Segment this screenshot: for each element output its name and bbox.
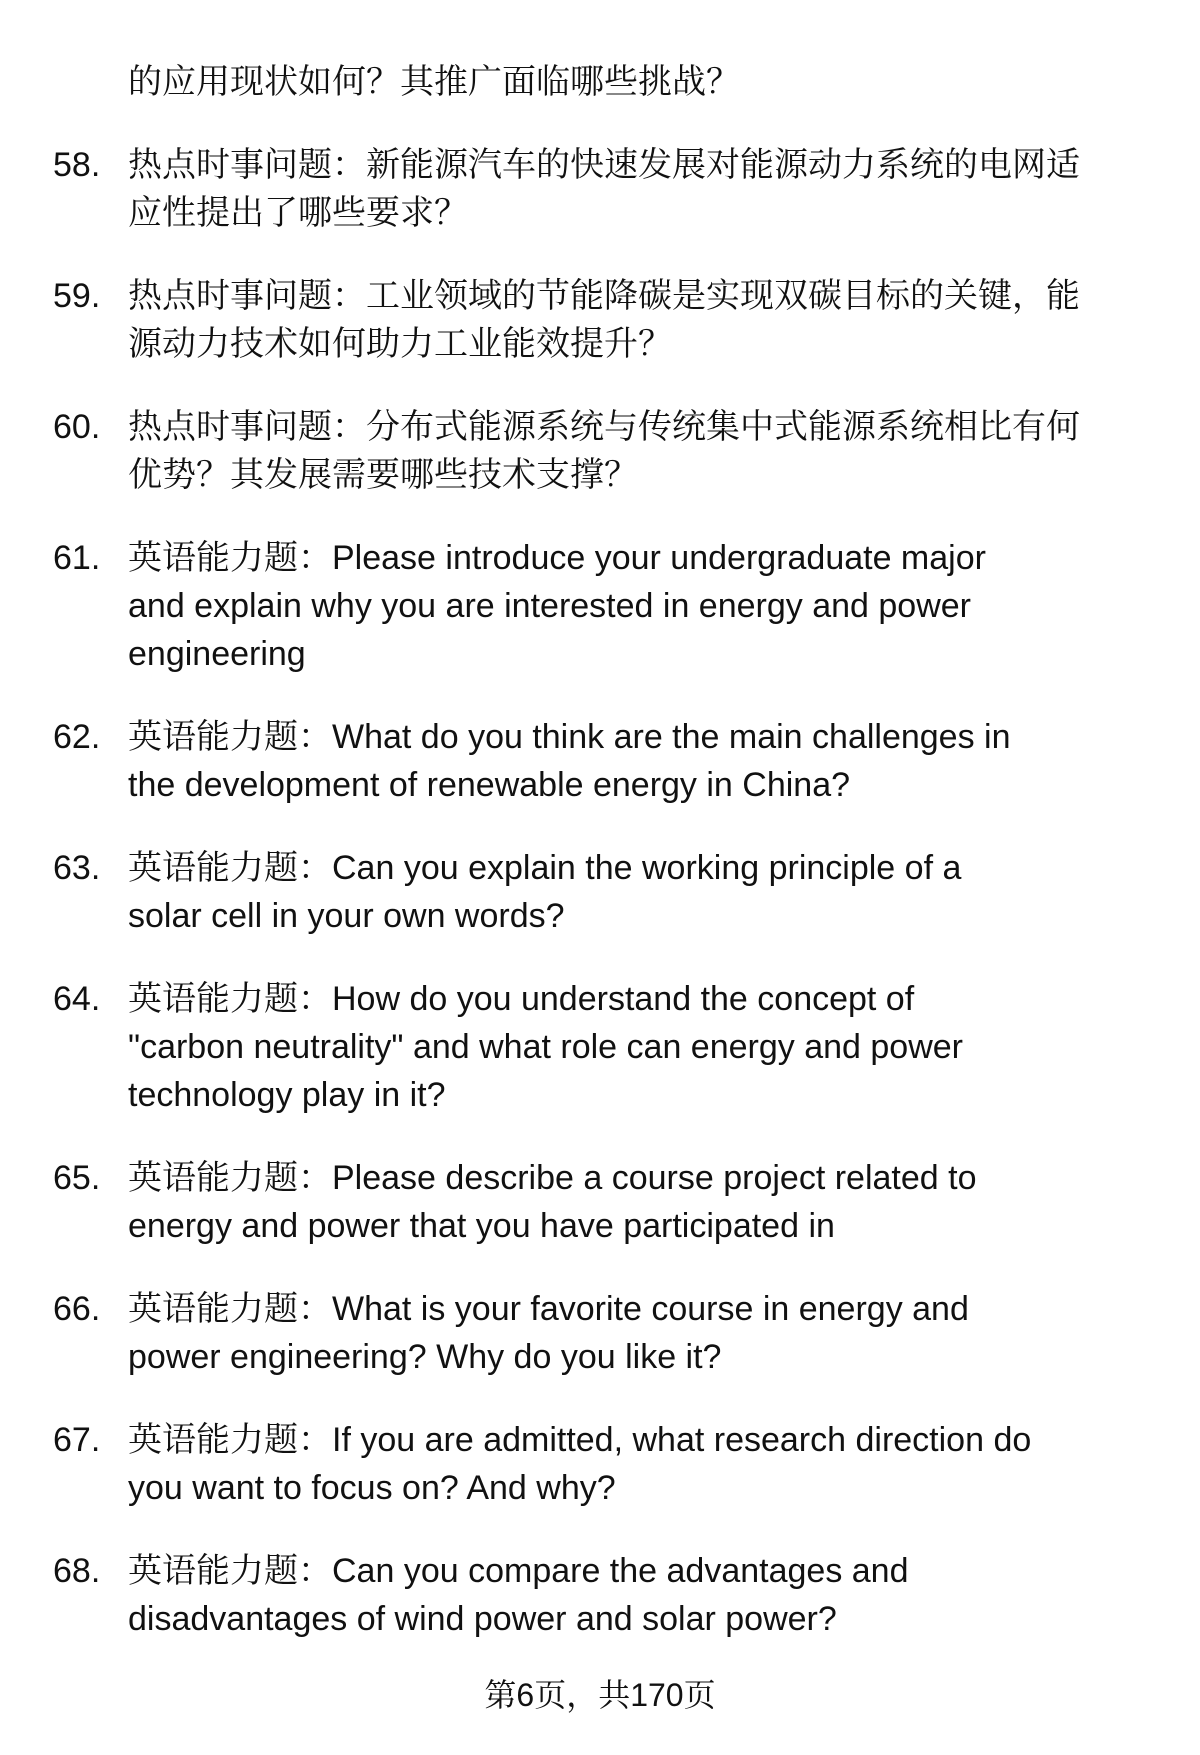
page-number: 第6页，共170页 — [484, 1677, 716, 1713]
question-text-line: 英语能力题：Can you explain the working principle of a — [128, 849, 962, 887]
question-text-line: the development of renewable energy in China? — [128, 766, 851, 804]
question-number: 58. — [53, 146, 101, 184]
question-number: 61. — [53, 539, 101, 577]
question-text-line: technology play in it? — [128, 1076, 446, 1114]
question-item — [0, 272, 1200, 368]
question-text-line: 英语能力题：Please introduce your undergraduate major — [128, 539, 986, 577]
question-text-line: 热点时事问题：分布式能源系统与传统集中式能源系统相比有何 — [128, 408, 1080, 446]
question-item — [0, 1547, 1200, 1643]
question-text-line: you want to focus on? And why? — [128, 1469, 616, 1507]
question-list — [0, 58, 1200, 1678]
question-number: 59. — [53, 277, 101, 315]
question-number: 63. — [53, 849, 101, 887]
question-text-line: engineering — [128, 635, 306, 673]
question-item — [0, 1416, 1200, 1512]
question-number: 67. — [53, 1421, 101, 1459]
question-text-line: energy and power that you have participated in — [128, 1207, 835, 1245]
question-text-line: 热点时事问题：新能源汽车的快速发展对能源动力系统的电网适 — [128, 146, 1080, 184]
question-number: 64. — [53, 980, 101, 1018]
question-text-line: 热点时事问题：工业领域的节能降碳是实现双碳目标的关键，能 — [128, 277, 1080, 315]
question-item — [0, 1285, 1200, 1381]
question-text-line: 英语能力题：Please describe a course project related to — [128, 1159, 977, 1197]
question-item — [0, 141, 1200, 237]
question-text-line: 的应用现状如何？其推广面临哪些挑战？ — [128, 63, 740, 101]
question-number: 65. — [53, 1159, 101, 1197]
question-continuation — [0, 58, 1200, 106]
question-number: 66. — [53, 1290, 101, 1328]
question-number: 62. — [53, 718, 101, 756]
question-text-line: 英语能力题：What is your favorite course in energy and — [128, 1290, 969, 1328]
question-text-line: 英语能力题：If you are admitted, what research direction do — [128, 1421, 1032, 1459]
question-text-line: 英语能力题：How do you understand the concept of — [128, 980, 915, 1018]
question-item — [0, 534, 1200, 678]
question-text-line: 英语能力题：What do you think are the main challenges in — [128, 718, 1011, 756]
question-text-line: solar cell in your own words? — [128, 897, 565, 935]
question-item — [0, 713, 1200, 809]
question-number: 60. — [53, 408, 101, 446]
question-item — [0, 1154, 1200, 1250]
question-item — [0, 844, 1200, 940]
question-text-line: disadvantages of wind power and solar power? — [128, 1600, 837, 1638]
question-text-line: 英语能力题：Can you compare the advantages and — [128, 1552, 909, 1590]
question-text-line: and explain why you are interested in energy and power — [128, 587, 971, 625]
question-text-line: 优势？其发展需要哪些技术支撑？ — [128, 456, 638, 494]
question-text-line: "carbon neutrality" and what role can energy and power — [128, 1028, 963, 1066]
question-item — [0, 975, 1200, 1119]
question-text-line: power engineering? Why do you like it? — [128, 1338, 722, 1376]
question-number: 68. — [53, 1552, 101, 1590]
question-item — [0, 403, 1200, 499]
question-text-line: 源动力技术如何助力工业能效提升？ — [128, 325, 672, 363]
question-text-line: 应性提出了哪些要求？ — [128, 194, 468, 232]
